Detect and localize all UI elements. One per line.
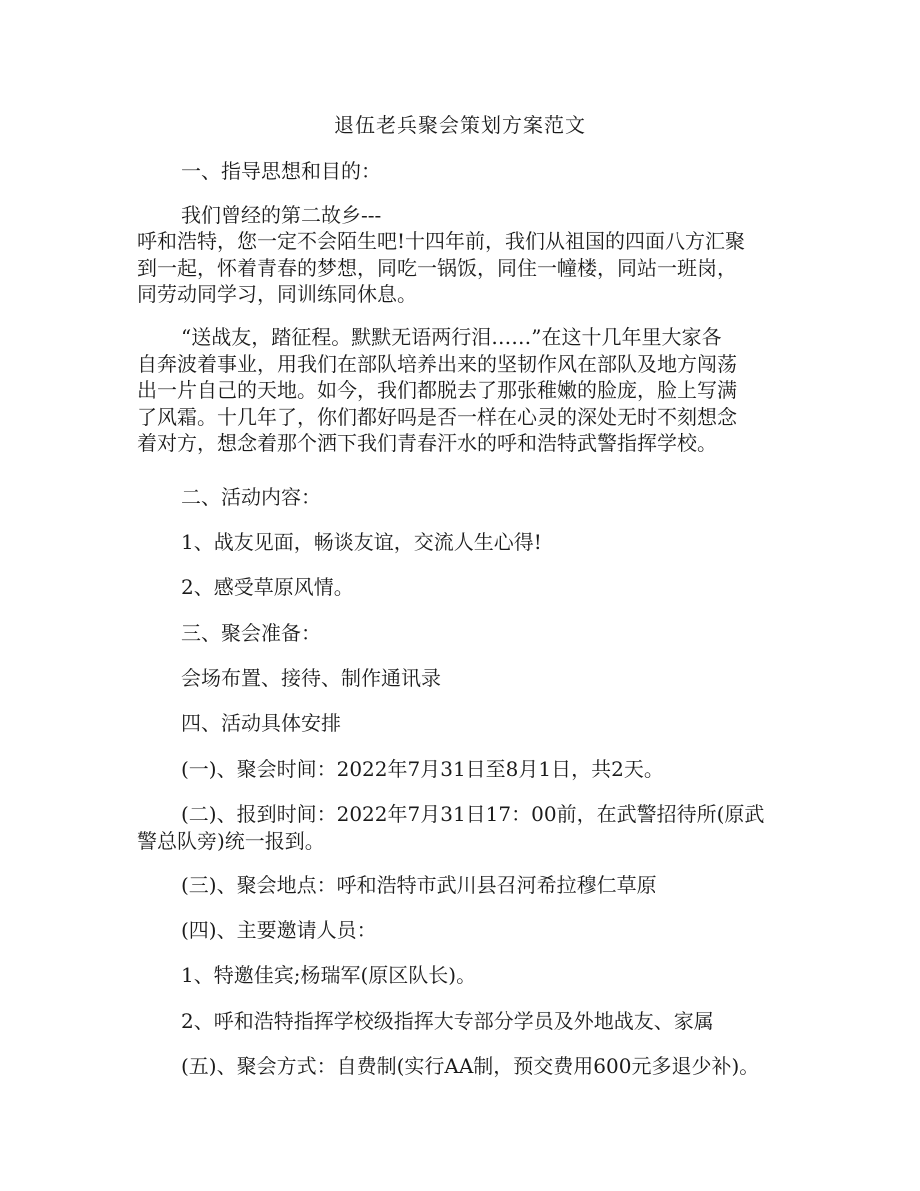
schedule-item-time: (一)、聚会时间：2022年7月31日至8月1日，共2天。 <box>181 757 664 781</box>
section-heading-preparation: 三、聚会准备： <box>181 621 321 645</box>
section-heading-activities: 二、活动内容： <box>181 485 321 509</box>
invitee-item-1: 1、特邀佳宾;杨瑞军(原区队长)。 <box>181 963 477 987</box>
schedule-item-payment: (五)、聚会方式：自费制(实行AA制，预交费用600元多退少补)。 <box>181 1054 760 1078</box>
preparation-item: 会场布置、接待、制作通讯录 <box>181 666 441 690</box>
paragraph-line: 警总队旁)统一报到。 <box>137 828 325 853</box>
paragraph-line: 到一起，怀着青春的梦想，同吃一锅饭，同住一幢楼，同站一班岗， <box>137 255 737 280</box>
schedule-item-location: (三)、聚会地点：呼和浩特市武川县召河希拉穆仁草原 <box>181 873 657 897</box>
invitee-item-2: 2、呼和浩特指挥学校级指挥大专部分学员及外地战友、家属 <box>181 1009 714 1033</box>
schedule-item-registration <box>137 801 787 854</box>
paragraph-line: 呼和浩特，您一定不会陌生吧!十四年前，我们从祖国的四面八方汇聚 <box>137 229 746 253</box>
section-heading-schedule: 四、活动具体安排 <box>181 711 341 735</box>
schedule-item-invitees: (四)、主要邀请人员： <box>181 918 377 942</box>
paragraph-line: “送战友，踏征程。默默无语两行泪……”在这十几年里大家各 <box>181 325 722 349</box>
paragraph-farewell-comrades <box>137 324 787 457</box>
intro-line: 我们曾经的第二故乡--- <box>181 203 382 227</box>
section-heading-guiding-thought: 一、指导思想和目的： <box>181 159 381 183</box>
activity-item-2: 2、感受草原风情。 <box>181 575 354 599</box>
paragraph-line: (二)、报到时间：2022年7月31日17：00前，在武警招待所(原武 <box>181 802 765 826</box>
paragraph-line: 自奔波着事业，用我们在部队培养出来的坚韧作风在部队及地方闯荡 <box>137 351 737 376</box>
activity-item-1: 1、战友见面，畅谈友谊，交流人生心得! <box>181 530 542 554</box>
document-title: 退伍老兵聚会策划方案范文 <box>334 113 586 137</box>
paragraph-line: 了风霜。十几年了，你们都好吗是否一样在心灵的深处无时不刻想念 <box>137 404 737 429</box>
paragraph-hohhot-memories <box>137 228 787 308</box>
paragraph-line: 同劳动同学习，同训练同休息。 <box>137 282 417 306</box>
paragraph-line: 出一片自己的天地。如今，我们都脱去了那张稚嫩的脸庞，脸上写满 <box>137 378 737 402</box>
paragraph-line: 着对方，想念着那个洒下我们青春汗水的呼和浩特武警指挥学校。 <box>137 431 717 455</box>
